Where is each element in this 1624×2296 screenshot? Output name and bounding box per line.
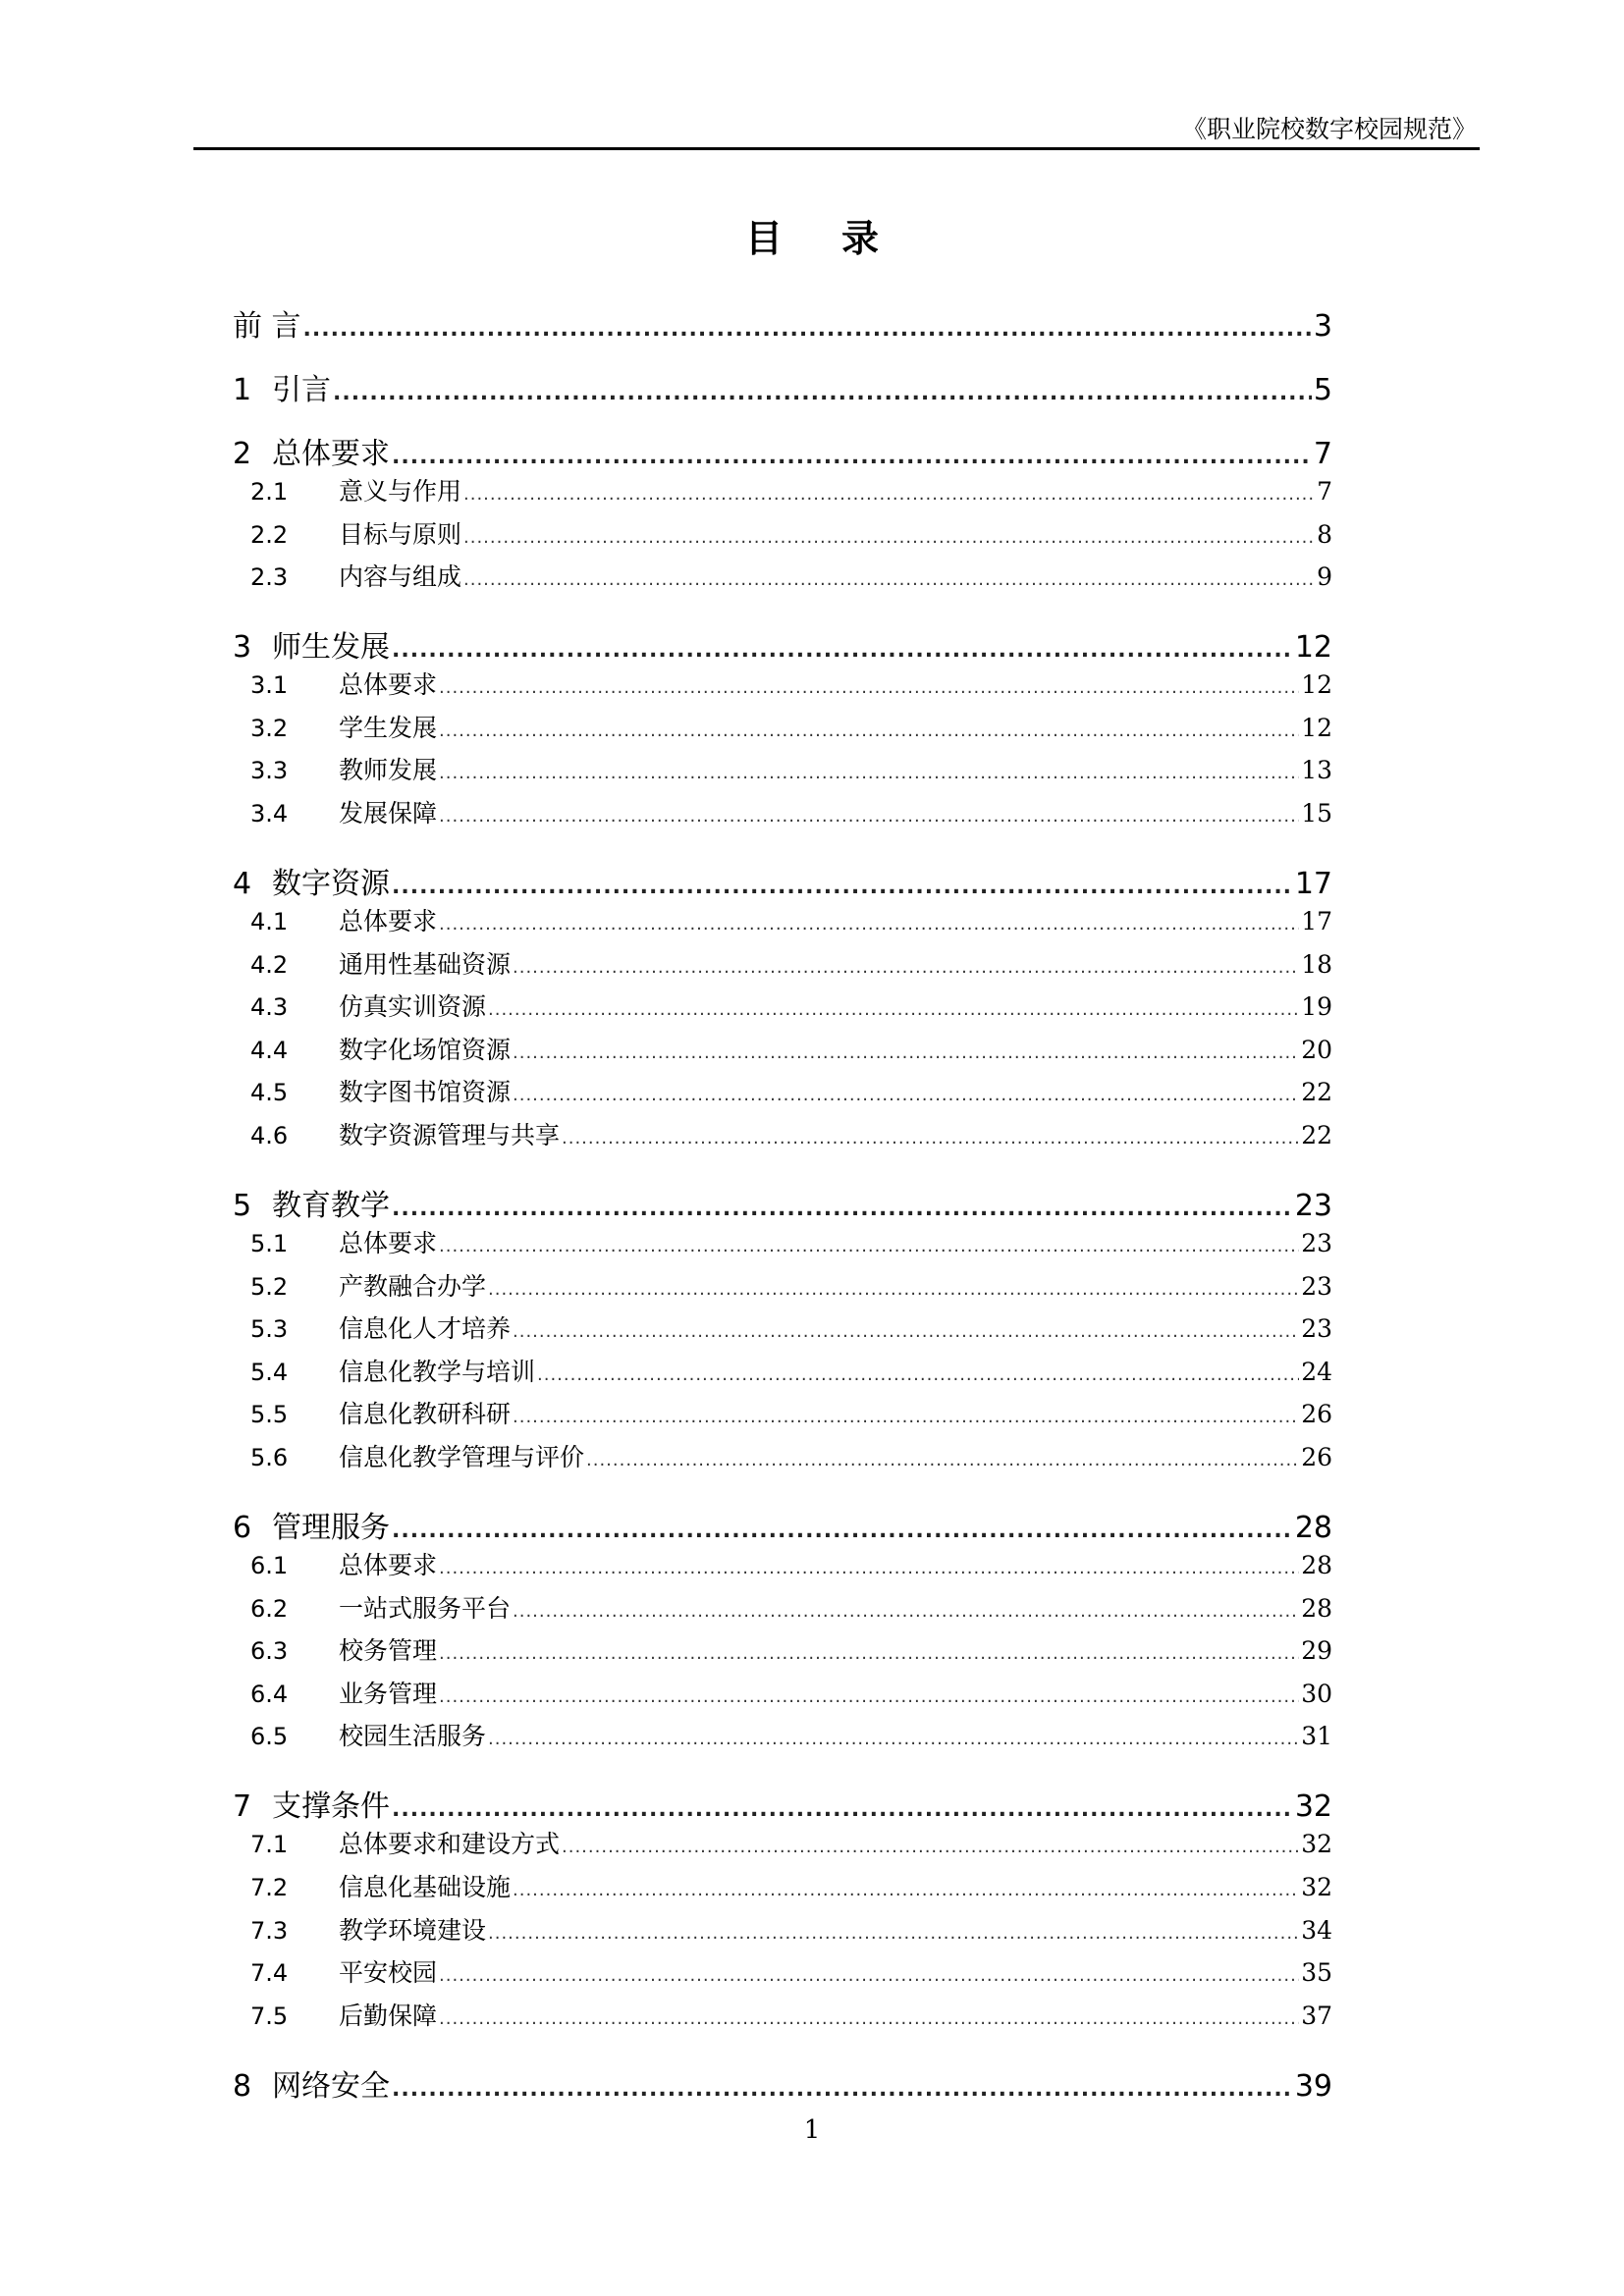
- toc-entry-label: 信息化人才培养: [339, 1314, 512, 1344]
- toc-entry-label: 教学环境建设: [339, 1915, 487, 1945]
- toc-section-entry[interactable]: [250, 1675, 1332, 1710]
- toc-entry-page: 24: [1301, 1357, 1332, 1386]
- toc-chapter-entry[interactable]: [233, 1782, 1332, 1825]
- toc-section-entry[interactable]: [250, 1353, 1332, 1388]
- toc-entry-page: 37: [1301, 2001, 1332, 2030]
- toc-entry-label: 学生发展: [339, 713, 438, 742]
- toc-dot-leader: [439, 914, 1299, 934]
- toc-section-entry[interactable]: [250, 902, 1332, 937]
- toc-section-entry[interactable]: [250, 1953, 1332, 1989]
- toc-dot-leader: [392, 1797, 1293, 1822]
- toc-entry-label: 总体要求: [339, 1551, 438, 1579]
- toc-entry-label: 网络安全: [272, 2068, 390, 2104]
- footer-page-number: 1: [803, 2115, 821, 2145]
- toc-entry-label: 数字化场馆资源: [339, 1035, 512, 1064]
- toc-entry-page: 22: [1301, 1121, 1332, 1149]
- toc-dot-leader: [513, 1085, 1299, 1105]
- toc-section-entry[interactable]: [250, 1825, 1332, 1860]
- toc-entry-label: 产教融合办学: [339, 1271, 487, 1301]
- toc-entry-page: 30: [1301, 1679, 1332, 1708]
- toc-chapter-entry[interactable]: [233, 1181, 1332, 1224]
- toc-entry-page: 32: [1301, 1873, 1332, 1901]
- toc-entry-number: 7.3: [250, 1916, 289, 1945]
- toc-dot-leader: [586, 1450, 1299, 1470]
- toc-section-entry[interactable]: [250, 988, 1332, 1023]
- toc-entry-number: 7.4: [250, 1959, 289, 1988]
- toc-entry-number: 4.1: [250, 908, 289, 935]
- toc-section-entry[interactable]: [250, 751, 1332, 786]
- toc-entry-page: 3: [1313, 309, 1332, 344]
- toc-entry-number: 6.1: [250, 1552, 289, 1579]
- toc-entry-number: 5.5: [250, 1401, 289, 1429]
- toc-entry-number: 4.2: [250, 950, 289, 979]
- toc-entry-label: 数字图书馆资源: [339, 1078, 512, 1107]
- toc-entry-page: 12: [1301, 670, 1332, 700]
- toc-section-entry[interactable]: [250, 1997, 1332, 2032]
- toc-entry-page: 29: [1301, 1636, 1332, 1666]
- toc-dot-leader: [392, 638, 1293, 663]
- toc-dot-leader: [513, 1321, 1299, 1342]
- toc-dot-leader: [463, 484, 1315, 505]
- toc-entry-page: 23: [1294, 1189, 1332, 1223]
- toc-entry-page: 13: [1301, 756, 1332, 785]
- toc-entry-number: 3.4: [250, 800, 289, 828]
- toc-section-entry[interactable]: [250, 1868, 1332, 1903]
- toc-entry-page: 15: [1301, 799, 1332, 828]
- toc-section-entry[interactable]: [250, 1116, 1332, 1151]
- toc-entry-number: 3.1: [250, 671, 289, 700]
- toc-entry-number: 5.2: [250, 1272, 289, 1301]
- toc-entry-label: 总体要求和建设方式: [339, 1830, 561, 1859]
- toc-entry-number: 2.1: [250, 478, 289, 506]
- toc-entry-page: 23: [1301, 1271, 1332, 1301]
- toc-entry-label: 仿真实训资源: [339, 992, 487, 1022]
- toc-dot-leader: [439, 677, 1299, 698]
- toc-entry-label: 平安校园: [339, 1958, 438, 1988]
- page-title-char-2: 录: [841, 217, 880, 260]
- toc-entry-page: 28: [1301, 1593, 1332, 1623]
- toc-chapter-entry[interactable]: [233, 2061, 1332, 2105]
- toc-section-entry[interactable]: [250, 1224, 1332, 1259]
- toc-entry-label: 管理服务: [272, 1511, 390, 1545]
- toc-entry-page: 32: [1294, 1789, 1332, 1825]
- toc-chapter-entry[interactable]: [233, 301, 1332, 345]
- toc-entry-label: 数字资源: [272, 867, 390, 901]
- toc-entry-number: 3.3: [250, 757, 289, 785]
- toc-chapter-entry[interactable]: [233, 429, 1332, 472]
- toc-entry-label: 后勤保障: [339, 2001, 438, 2030]
- toc-entry-page: 7: [1317, 477, 1332, 506]
- toc-entry-page: 7: [1313, 437, 1332, 471]
- toc-section-entry[interactable]: [250, 1438, 1332, 1473]
- toc-dot-leader: [439, 806, 1299, 827]
- toc-section-entry[interactable]: [250, 1546, 1332, 1581]
- toc-entry-page: 8: [1317, 519, 1332, 549]
- toc-section-entry[interactable]: [250, 1309, 1332, 1345]
- toc-dot-leader: [439, 1236, 1299, 1256]
- toc-dot-leader: [333, 381, 1312, 405]
- toc-dot-leader: [392, 1197, 1293, 1221]
- toc-entry-label: 教育教学: [272, 1189, 390, 1223]
- toc-entry-page: 23: [1301, 1314, 1332, 1344]
- toc-entry-number: 5.6: [250, 1444, 289, 1471]
- toc-section-entry[interactable]: [250, 945, 1332, 981]
- toc-entry-page: 31: [1301, 1722, 1332, 1751]
- toc-entry-page: 35: [1301, 1958, 1332, 1988]
- toc-entry-number: 5.3: [250, 1315, 289, 1344]
- toc-chapter-entry[interactable]: [233, 622, 1332, 666]
- toc-entry-page: 20: [1301, 1035, 1332, 1064]
- toc-entry-number: 3: [233, 630, 252, 666]
- toc-dot-leader: [463, 527, 1315, 548]
- toc-entry-number: 2.2: [250, 520, 289, 549]
- toc-entry-label: 意义与作用: [339, 477, 462, 506]
- toc-entry-page: 12: [1301, 713, 1332, 742]
- toc-dot-leader: [439, 1558, 1299, 1578]
- toc-entry-number: 7.1: [250, 1831, 289, 1859]
- toc-entry-page: 32: [1301, 1830, 1332, 1859]
- toc-entry-page: 17: [1301, 907, 1332, 935]
- toc-entry-label: 总体要求: [272, 437, 390, 471]
- toc-entry-label: 内容与组成: [339, 562, 462, 592]
- toc-entry-number: 4: [233, 867, 252, 901]
- toc-entry-page: 5: [1313, 373, 1332, 407]
- toc-entry-label: 引言: [272, 373, 331, 407]
- toc-dot-leader: [392, 1519, 1293, 1543]
- toc-entry-page: 18: [1301, 949, 1332, 979]
- toc-entry-page: 26: [1301, 1443, 1332, 1471]
- toc-entry-label: 信息化教研科研: [339, 1400, 512, 1429]
- toc-entry-number: 7.2: [250, 1874, 289, 1901]
- toc-entry-label: 信息化教学管理与评价: [339, 1443, 585, 1471]
- toc-entry-label: 总体要求: [339, 1229, 438, 1257]
- toc-entry-page: 12: [1294, 630, 1332, 666]
- toc-entry-label: 校务管理: [339, 1636, 438, 1666]
- toc-section-entry[interactable]: [250, 1267, 1332, 1303]
- toc-entry-page: 23: [1301, 1229, 1332, 1257]
- toc-section-entry[interactable]: [250, 1631, 1332, 1667]
- toc-entry-number: 4.3: [250, 993, 289, 1022]
- toc-section-entry[interactable]: [250, 1911, 1332, 1947]
- toc-dot-leader: [513, 957, 1299, 978]
- toc-entry-number: 8: [233, 2068, 252, 2104]
- toc-entry-label: 信息化教学与培训: [339, 1357, 536, 1386]
- toc-entry-page: 26: [1301, 1400, 1332, 1429]
- toc-dot-leader: [439, 763, 1299, 783]
- toc-section-entry[interactable]: [250, 472, 1332, 507]
- toc-entry-number: 6.2: [250, 1594, 289, 1623]
- toc-chapter-entry[interactable]: [233, 1503, 1332, 1546]
- toc-dot-leader: [488, 1279, 1299, 1300]
- toc-entry-number: 5.4: [250, 1358, 289, 1386]
- toc-entry-number: 3.2: [250, 714, 289, 742]
- toc-entry-page: 17: [1294, 867, 1332, 901]
- toc-entry-label: 总体要求: [339, 670, 438, 700]
- toc-dot-leader: [439, 2008, 1299, 2029]
- toc-entry-label: 信息化基础设施: [339, 1873, 512, 1901]
- toc-section-entry[interactable]: [250, 1395, 1332, 1430]
- toc-entry-label: 发展保障: [339, 799, 438, 828]
- toc-entry-label: 师生发展: [272, 630, 390, 666]
- toc-dot-leader: [488, 1923, 1299, 1944]
- toc-dot-leader: [439, 1686, 1299, 1707]
- toc-dot-leader: [303, 317, 1312, 342]
- toc-entry-number: 4.6: [250, 1122, 289, 1149]
- header-rule: [193, 147, 1480, 150]
- toc-entry-number: 2: [233, 437, 252, 471]
- toc-chapter-entry[interactable]: [233, 365, 1332, 408]
- toc-entry-number: 4.5: [250, 1079, 289, 1107]
- toc-section-entry[interactable]: [250, 666, 1332, 701]
- toc-entry-number: 4.4: [250, 1036, 289, 1064]
- toc-entry-page: 34: [1301, 1915, 1332, 1945]
- toc-dot-leader: [439, 1643, 1299, 1664]
- toc-chapter-entry[interactable]: [233, 859, 1332, 902]
- toc-entry-page: 28: [1294, 1511, 1332, 1545]
- toc-entry-label: 目标与原则: [339, 519, 462, 549]
- toc-entry-label: 校园生活服务: [339, 1722, 487, 1751]
- toc-entry-page: 39: [1294, 2068, 1332, 2104]
- toc-dot-leader: [513, 1407, 1299, 1427]
- toc-dot-leader: [488, 1729, 1299, 1749]
- toc-entry-number: 6: [233, 1511, 252, 1545]
- toc-section-entry[interactable]: [250, 558, 1332, 593]
- toc-dot-leader: [392, 2077, 1293, 2102]
- toc-entry-label: 前 言: [233, 309, 301, 344]
- toc-dot-leader: [392, 445, 1312, 469]
- toc-section-entry[interactable]: [250, 515, 1332, 551]
- toc-dot-leader: [562, 1128, 1299, 1148]
- toc-entry-number: 7.5: [250, 2002, 289, 2030]
- toc-entry-number: 1: [233, 373, 252, 407]
- toc-section-entry[interactable]: [250, 794, 1332, 829]
- toc-section-entry[interactable]: [250, 1717, 1332, 1752]
- toc-entry-page: 22: [1301, 1078, 1332, 1107]
- toc-dot-leader: [439, 721, 1299, 741]
- toc-section-entry[interactable]: [250, 1073, 1332, 1108]
- toc-entry-label: 通用性基础资源: [339, 949, 512, 979]
- toc-dot-leader: [562, 1837, 1299, 1857]
- running-header-title: 《职业院校数字校园规范》: [1181, 115, 1477, 143]
- toc-entry-number: 2.3: [250, 563, 289, 592]
- toc-dot-leader: [537, 1364, 1299, 1385]
- toc-entry-number: 5: [233, 1189, 252, 1223]
- toc-entry-label: 总体要求: [339, 907, 438, 935]
- toc-dot-leader: [392, 875, 1293, 899]
- toc-section-entry[interactable]: [250, 1589, 1332, 1625]
- toc-section-entry[interactable]: [250, 1031, 1332, 1066]
- toc-entry-label: 一站式服务平台: [339, 1593, 512, 1623]
- toc-entry-number: 6.3: [250, 1637, 289, 1666]
- toc-section-entry[interactable]: [250, 709, 1332, 744]
- toc-dot-leader: [513, 1601, 1299, 1622]
- toc-entry-number: 7: [233, 1789, 252, 1825]
- toc-entry-label: 业务管理: [339, 1679, 438, 1708]
- toc-entry-label: 教师发展: [339, 756, 438, 785]
- toc-entry-number: 5.1: [250, 1230, 289, 1257]
- page-title-char-1: 目: [744, 217, 783, 260]
- toc-entry-number: 6.4: [250, 1680, 289, 1708]
- toc-dot-leader: [463, 569, 1315, 590]
- toc-entry-label: 支撑条件: [272, 1789, 390, 1825]
- toc-entry-number: 6.5: [250, 1723, 289, 1751]
- toc-dot-leader: [439, 1965, 1299, 1986]
- toc-dot-leader: [513, 1042, 1299, 1063]
- toc-dot-leader: [488, 999, 1299, 1020]
- toc-entry-page: 9: [1317, 562, 1332, 592]
- toc-entry-page: 19: [1301, 992, 1332, 1022]
- toc-entry-page: 28: [1301, 1551, 1332, 1579]
- page-title: [0, 208, 1624, 262]
- toc-dot-leader: [513, 1880, 1299, 1900]
- toc-entry-label: 数字资源管理与共享: [339, 1121, 561, 1149]
